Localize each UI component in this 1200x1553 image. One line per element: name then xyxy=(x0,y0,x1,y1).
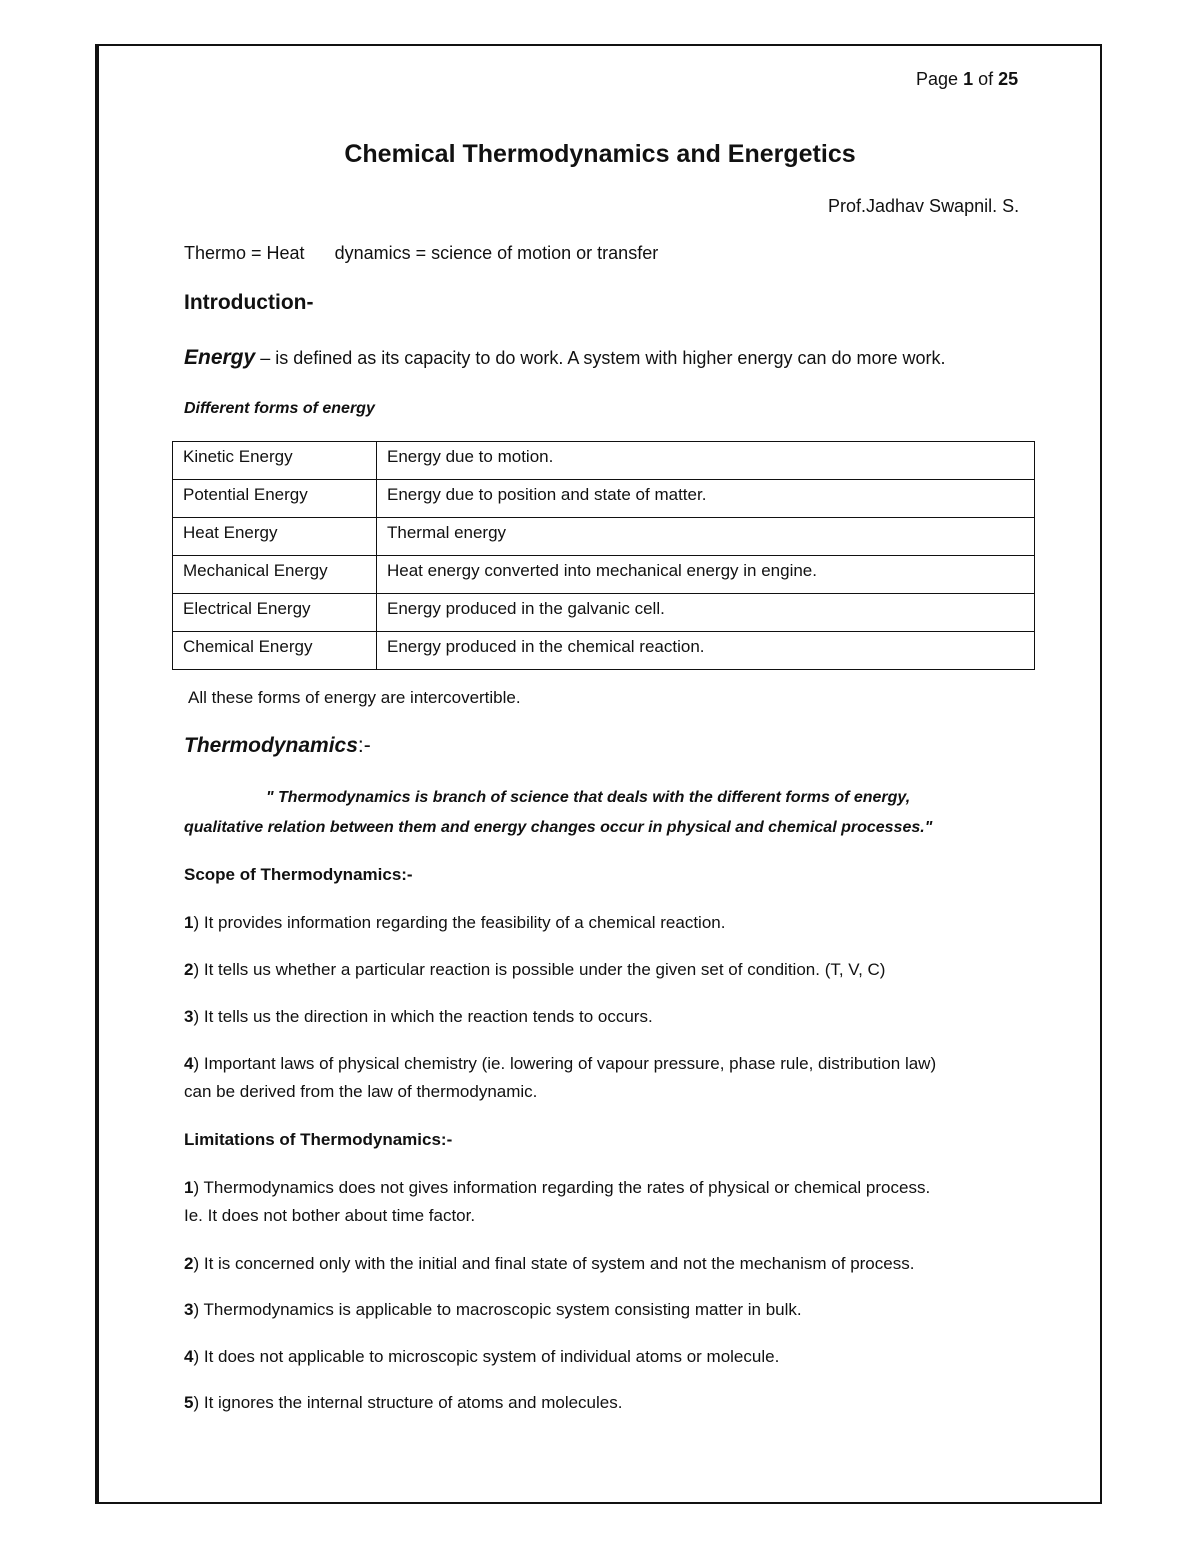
definition-line-1: " Thermodynamics is branch of science that deals with the different forms of energy, xyxy=(266,789,911,806)
item-number: 4 xyxy=(184,1347,194,1366)
definition-line-2: qualitative relation between them and energy changes occur in physical and chemical processes." xyxy=(184,819,933,836)
etymology-line xyxy=(184,243,658,264)
limitation-item xyxy=(184,1300,802,1320)
item-text: ) It provides information regarding the feasibility of a chemical reaction. xyxy=(193,913,726,932)
page-label: Page xyxy=(916,69,959,89)
forms-heading: Different forms of energy xyxy=(184,400,375,417)
item-text: ) Thermodynamics is applicable to macroscopic system consisting matter in bulk. xyxy=(193,1300,802,1319)
table-row xyxy=(173,556,1035,594)
heading-suffix: :- xyxy=(357,734,371,757)
limitation-item xyxy=(184,1178,930,1198)
form-description: Thermal energy xyxy=(377,518,1035,556)
form-description: Energy produced in the galvanic cell. xyxy=(377,594,1035,632)
form-name: Potential Energy xyxy=(173,480,377,518)
item-number: 3 xyxy=(184,1300,194,1319)
page-current: 1 xyxy=(963,69,974,89)
table-row xyxy=(173,632,1035,670)
form-name: Kinetic Energy xyxy=(173,442,377,480)
page-total: 25 xyxy=(998,69,1019,89)
energy-term: Energy xyxy=(184,346,256,369)
item-text: ) It ignores the internal structure of atoms and molecules. xyxy=(193,1393,623,1412)
forms-note: All these forms of energy are intercovertible. xyxy=(188,688,521,707)
energy-text: – is defined as its capacity to do work. A system with higher energy can do more work. xyxy=(255,348,946,368)
table-row xyxy=(173,594,1035,632)
energy-forms-table xyxy=(172,441,1035,670)
scope-item xyxy=(184,913,725,933)
scope-heading: Scope of Thermodynamics:- xyxy=(184,865,413,884)
table-row xyxy=(173,480,1035,518)
scope-item xyxy=(184,1054,936,1074)
form-name: Mechanical Energy xyxy=(173,556,377,594)
etymology-thermo: Thermo = Heat xyxy=(184,243,305,263)
author: Prof.Jadhav Swapnil. S. xyxy=(828,196,1020,216)
limitations-heading: Limitations of Thermodynamics:- xyxy=(184,1130,453,1149)
page-number xyxy=(916,69,1018,90)
etymology-dynamics: dynamics = science of motion or transfer xyxy=(334,243,659,263)
scope-item-continuation: can be derived from the law of thermodynamic. xyxy=(184,1082,538,1101)
limitation-item-continuation: Ie. It does not bother about time factor. xyxy=(184,1206,476,1225)
form-name: Chemical Energy xyxy=(173,632,377,670)
form-description: Energy due to position and state of matter. xyxy=(377,480,1035,518)
item-text: ) It tells us whether a particular reaction is possible under the given set of condition. (T, V, C) xyxy=(193,960,886,979)
thermodynamics-heading xyxy=(184,734,371,758)
item-number: 1 xyxy=(184,1178,194,1197)
item-number: 2 xyxy=(184,960,194,979)
item-number: 2 xyxy=(184,1254,194,1273)
limitation-item xyxy=(184,1254,914,1274)
page-of: of xyxy=(978,69,994,89)
introduction-heading: Introduction- xyxy=(184,291,314,314)
form-description: Heat energy converted into mechanical energy in engine. xyxy=(377,556,1035,594)
form-description: Energy due to motion. xyxy=(377,442,1035,480)
scope-item xyxy=(184,960,885,980)
limitation-item xyxy=(184,1347,779,1367)
table-row xyxy=(173,518,1035,556)
item-text: ) It does not applicable to microscopic system of individual atoms or molecule. xyxy=(193,1347,780,1366)
item-text: ) Thermodynamics does not gives information regarding the rates of physical or chemical process. xyxy=(193,1178,931,1197)
limitation-item xyxy=(184,1393,622,1413)
item-text: ) Important laws of physical chemistry (ie. lowering of vapour pressure, phase rule, distribution law) xyxy=(193,1054,937,1073)
item-number: 3 xyxy=(184,1007,194,1026)
item-number: 1 xyxy=(184,913,194,932)
form-name: Heat Energy xyxy=(173,518,377,556)
form-name: Electrical Energy xyxy=(173,594,377,632)
form-description: Energy produced in the chemical reaction. xyxy=(377,632,1035,670)
item-text: ) It tells us the direction in which the reaction tends to occurs. xyxy=(193,1007,653,1026)
energy-definition xyxy=(184,346,946,370)
item-text: ) It is concerned only with the initial and final state of system and not the mechanism of process. xyxy=(193,1254,915,1273)
scope-item xyxy=(184,1007,653,1027)
item-number: 4 xyxy=(184,1054,194,1073)
item-number: 5 xyxy=(184,1393,194,1412)
document-title: Chemical Thermodynamics and Energetics xyxy=(344,140,856,168)
table-row xyxy=(173,442,1035,480)
thermodynamics-heading-text: Thermodynamics xyxy=(184,734,358,757)
